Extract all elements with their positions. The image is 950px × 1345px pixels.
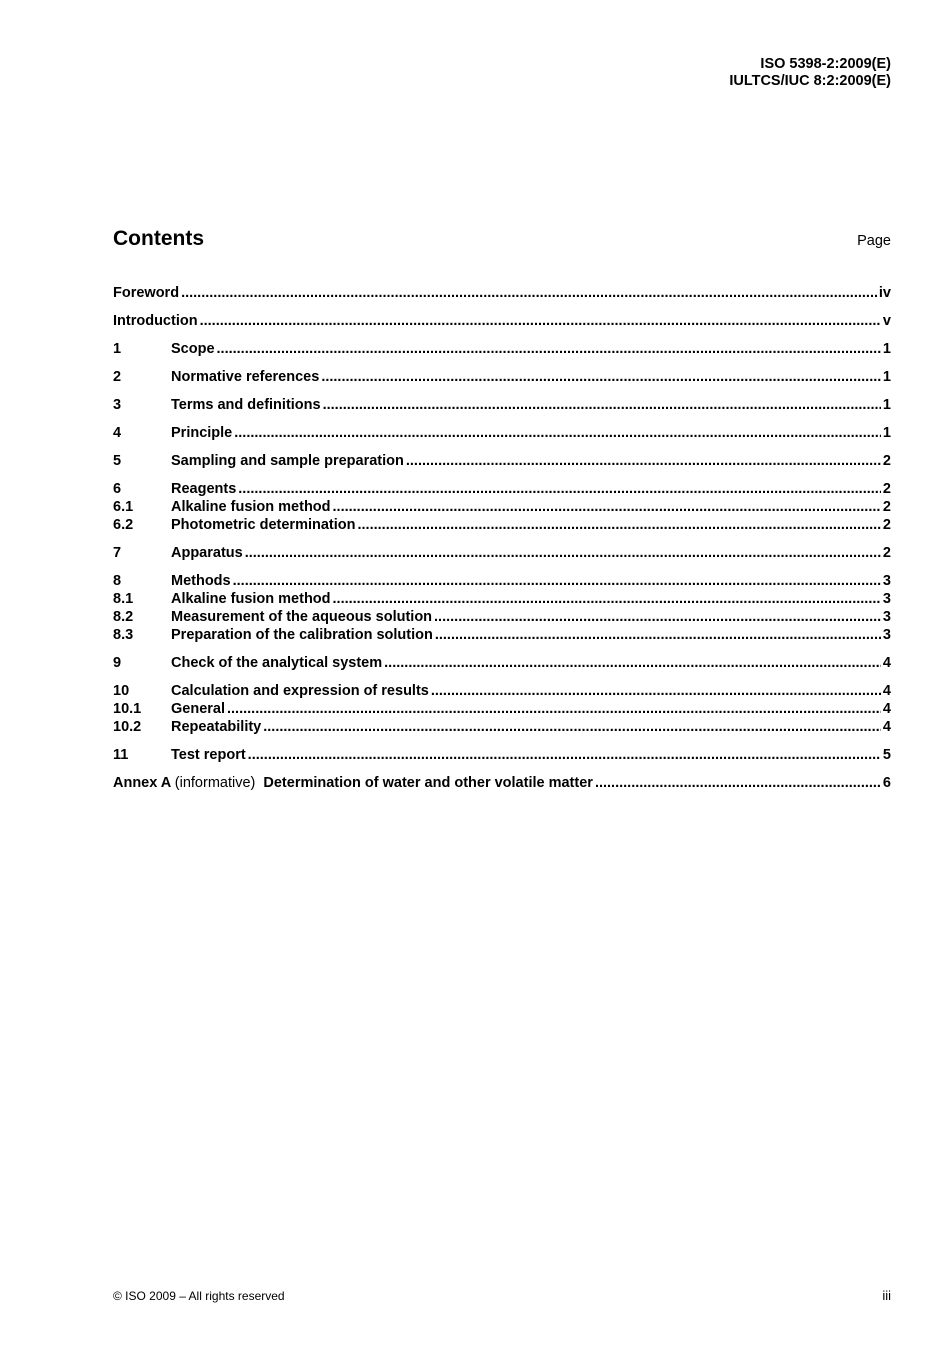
dot-leader <box>233 572 881 590</box>
toc-entry-number: 6 <box>113 481 122 497</box>
toc-entry-title: Calculation and expression of results <box>171 683 429 699</box>
toc-entry-title: Principle <box>171 425 233 441</box>
annex-title: Determination of water and other volatile matter <box>263 775 593 791</box>
toc-entry-number: 10.1 <box>113 701 142 717</box>
dot-leader <box>431 682 881 700</box>
toc-entry-number: 1 <box>113 341 122 357</box>
toc-entry-number: 10.2 <box>113 719 142 735</box>
toc-entry-page: 3 <box>882 609 891 625</box>
dot-leader <box>323 396 881 414</box>
iultcs-number: IULTCS/IUC 8:2:2009(E) <box>729 73 891 89</box>
toc-entry-8-1[interactable] <box>113 590 891 608</box>
toc-entry-number: 8.1 <box>113 591 134 607</box>
toc-entry-3[interactable] <box>113 396 891 414</box>
toc-entry-7[interactable] <box>113 544 891 562</box>
dot-leader <box>333 498 881 516</box>
toc-entry-1[interactable] <box>113 340 891 358</box>
toc-entry-page: 1 <box>882 397 891 413</box>
toc-entry-page: 3 <box>882 591 891 607</box>
toc-entry-title: Measurement of the aqueous solution <box>171 609 433 625</box>
toc-entry-page: 1 <box>882 425 891 441</box>
dot-leader <box>200 312 881 330</box>
dot-leader <box>263 718 881 736</box>
annex-qualifier: (informative) <box>174 775 256 791</box>
contents-heading: Contents <box>113 227 204 250</box>
toc-entry-title: General <box>171 701 225 717</box>
toc-entry-9[interactable] <box>113 654 891 672</box>
toc-entry-11[interactable] <box>113 746 891 764</box>
dot-leader <box>434 608 881 626</box>
dot-leader <box>333 590 881 608</box>
toc-entry-page: 2 <box>882 481 891 497</box>
toc-entry-number: 8.2 <box>113 609 134 625</box>
toc-entry-title: Introduction <box>113 313 198 329</box>
toc-entry-title: Preparation of the calibration solution <box>171 627 433 643</box>
dot-leader <box>181 284 877 302</box>
toc-entry-number: 9 <box>113 655 122 671</box>
toc-entry-number: 8.3 <box>113 627 134 643</box>
toc-entry-page: iv <box>878 285 891 301</box>
toc-entry-page: 1 <box>882 369 891 385</box>
dot-leader <box>435 626 881 644</box>
toc-entry-title: Reagents <box>171 481 237 497</box>
toc-entry-page: 4 <box>882 683 891 699</box>
toc-entry-page: 5 <box>882 747 891 763</box>
toc-entry-title: Normative references <box>171 369 320 385</box>
toc-entry-page: 4 <box>882 655 891 671</box>
toc-entry-2[interactable] <box>113 368 891 386</box>
toc-entry-title: Foreword <box>113 285 180 301</box>
toc-entry-number: 5 <box>113 453 122 469</box>
toc-entry-title: Terms and definitions <box>171 397 321 413</box>
toc-entry-number: 10 <box>113 683 130 699</box>
toc-entry-number: 2 <box>113 369 122 385</box>
toc-entry-6-1[interactable] <box>113 498 891 516</box>
page-number: iii <box>882 1288 891 1303</box>
toc-entry-page: 3 <box>882 573 891 589</box>
toc-entry-number: 7 <box>113 545 122 561</box>
standard-number: ISO 5398-2:2009(E) <box>760 56 891 72</box>
toc-entry-page: 2 <box>882 499 891 515</box>
toc-entry-title: Photometric determination <box>171 517 356 533</box>
dot-leader <box>217 340 881 358</box>
toc-entry-8[interactable] <box>113 572 891 590</box>
toc-entry-page: 6 <box>882 775 891 791</box>
toc-entry-page: 2 <box>882 453 891 469</box>
copyright-notice: © ISO 2009 – All rights reserved <box>113 1289 285 1303</box>
dot-leader <box>358 516 881 534</box>
toc-entry-number: 6.1 <box>113 499 134 515</box>
toc-entry-6[interactable] <box>113 480 891 498</box>
toc-entry-5[interactable] <box>113 452 891 470</box>
toc-entry-title: Apparatus <box>171 545 243 561</box>
dot-leader <box>406 452 881 470</box>
annex-label: Annex A <box>113 775 171 791</box>
toc-entry-page: 1 <box>882 341 891 357</box>
page-column-label: Page <box>857 233 891 249</box>
toc-entry-number: 4 <box>113 425 122 441</box>
dot-leader <box>234 424 881 442</box>
toc-entry-page: 3 <box>882 627 891 643</box>
dot-leader <box>321 368 881 386</box>
toc-entry-title: Repeatability <box>171 719 262 735</box>
toc-entry-4[interactable] <box>113 424 891 442</box>
document-header <box>729 56 891 90</box>
dot-leader <box>595 774 881 792</box>
dot-leader <box>248 746 881 764</box>
toc-entry-8-2[interactable] <box>113 608 891 626</box>
toc-entry-6-2[interactable] <box>113 516 891 534</box>
toc-entry-introduction[interactable] <box>113 312 891 330</box>
toc-entry-10-2[interactable] <box>113 718 891 736</box>
annex-entry-title <box>113 774 593 792</box>
toc-entry-number: 11 <box>113 747 129 763</box>
toc-entry-page: v <box>882 313 891 329</box>
toc-entry-number: 3 <box>113 397 122 413</box>
toc-entry-title: Sampling and sample preparation <box>171 453 404 469</box>
dot-leader <box>384 654 881 672</box>
toc-entry-10[interactable] <box>113 682 891 700</box>
toc-entry-page: 4 <box>882 701 891 717</box>
toc-entry-10-1[interactable] <box>113 700 891 718</box>
toc-entry-title: Check of the analytical system <box>171 655 383 671</box>
toc-entry-annex-a[interactable] <box>113 774 891 792</box>
toc-entry-number: 6.2 <box>113 517 134 533</box>
toc-entry-number: 8 <box>113 573 122 589</box>
toc-entry-title: Alkaline fusion method <box>171 591 331 607</box>
toc-entry-page: 2 <box>882 545 891 561</box>
toc-entry-8-3[interactable] <box>113 626 891 644</box>
toc-entry-title: Scope <box>171 341 215 357</box>
toc-entry-page: 2 <box>882 517 891 533</box>
toc-entry-foreword[interactable] <box>113 284 891 302</box>
toc-entry-title: Test report <box>171 747 246 763</box>
toc-entry-title: Methods <box>171 573 231 589</box>
dot-leader <box>238 480 881 498</box>
dot-leader <box>227 700 881 718</box>
toc-entry-page: 4 <box>882 719 891 735</box>
toc-entry-title: Alkaline fusion method <box>171 499 331 515</box>
dot-leader <box>245 544 881 562</box>
